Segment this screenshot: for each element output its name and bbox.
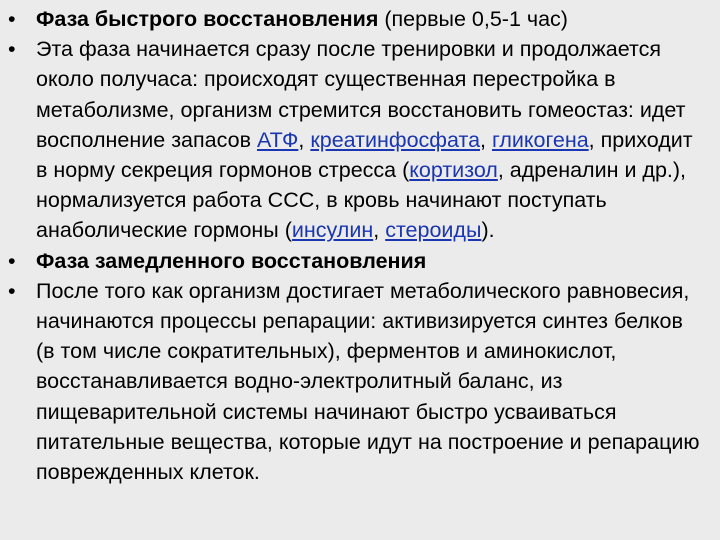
- text-segment: ).: [481, 218, 495, 243]
- text-segment: ,: [298, 127, 311, 152]
- fast-phase-heading: Фаза быстрого восстановления: [36, 7, 379, 31]
- link-insulin[interactable]: инсулин: [291, 218, 374, 243]
- bullet-icon: •: [8, 278, 16, 303]
- text-segment: ,: [373, 218, 386, 243]
- list-item-fast-phase-description: [6, 34, 706, 245]
- slow-phase-text: После того как организм достигает метаболического равновесия, начинаются процессы репарации: активизируется синтез белков (в том числе сократительных), ферментов и аминокислот, восстанавливается водно-электролитный баланс, из пищеварительной системы начинают быстро усваиваться питательные вещества, которые идут на построение и репарацию поврежденных клеток.: [36, 278, 700, 485]
- link-cortisol[interactable]: кортизол: [409, 158, 498, 183]
- link-creatine-phosphate[interactable]: креатинфосфата: [310, 127, 481, 152]
- link-steroids[interactable]: стероиды: [385, 218, 482, 243]
- text-segment: , адреналин и др.), нормализуется работа ССС, в кровь начинают поступать анаболические гормоны (: [36, 158, 687, 243]
- link-atf[interactable]: АТФ: [256, 127, 299, 152]
- link-glycogen[interactable]: гликогена: [491, 127, 589, 152]
- bullet-icon: •: [8, 7, 16, 31]
- bullet-list: [6, 4, 706, 487]
- list-item-slow-phase-description: [6, 276, 706, 487]
- bullet-icon: •: [8, 37, 16, 62]
- bullet-icon: •: [8, 248, 16, 273]
- text-segment: , приходит в норму секреция гормонов стресса (: [36, 127, 693, 183]
- text-segment: Эта фаза начинается сразу после тренировки и продолжается около получаса: происходят существенная перестройка в метаболизме, организм стремится восстановить гомеостаз: идет восполнение запасов: [36, 37, 686, 152]
- list-item-fast-recovery-phase: [6, 4, 706, 34]
- fast-phase-duration: (первые 0,5-1 час): [378, 7, 568, 31]
- list-item-slow-recovery-phase: [6, 246, 706, 276]
- text-segment: ,: [480, 127, 492, 152]
- slow-phase-heading: Фаза замедленного восстановления: [36, 248, 427, 273]
